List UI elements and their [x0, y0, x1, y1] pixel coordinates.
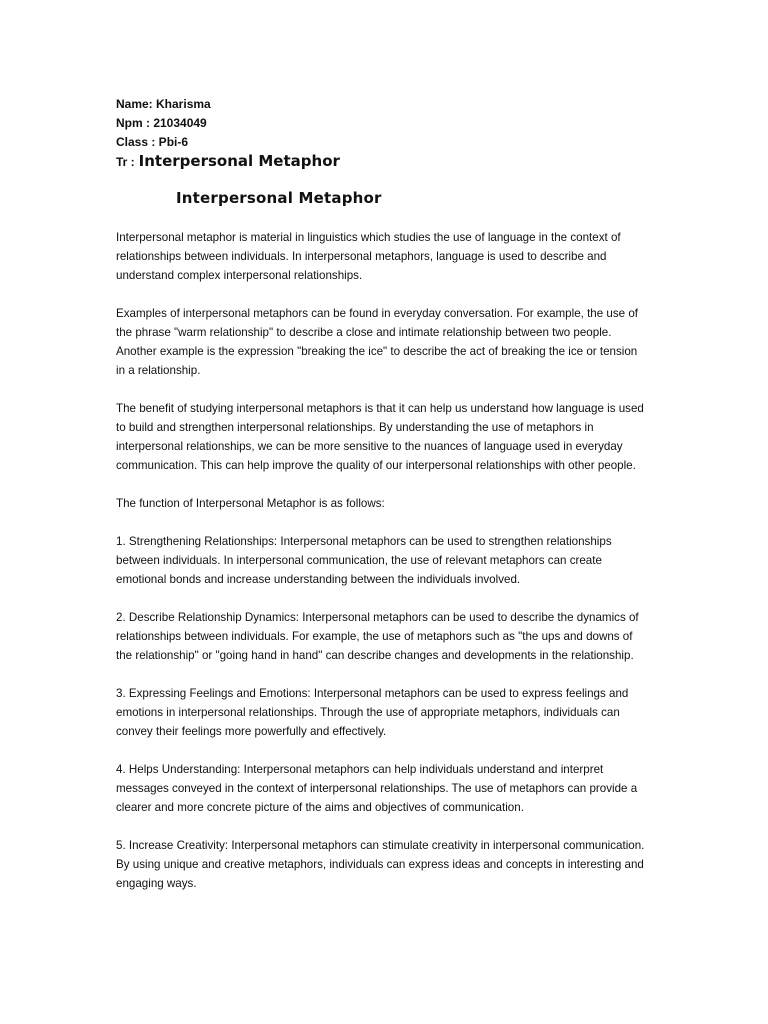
document-title: Interpersonal Metaphor	[176, 189, 382, 207]
document-body	[116, 228, 648, 912]
paragraph: The benefit of studying interpersonal metaphors is that it can help us understand how language is used to build and strengthen interpersonal relationships. By understanding the use of metaphors in interpersonal relationships, we can be more sensitive to the nuances of language used in everyday communication. This can help improve the quality of our interpersonal relationships with other people.	[116, 402, 644, 472]
student-name: Name: Kharisma	[116, 97, 211, 111]
tr-title: Interpersonal Metaphor	[138, 152, 340, 170]
list-item: 1. Strengthening Relationships: Interpersonal metaphors can be used to strengthen relationships between individuals. In interpersonal communication, the use of relevant metaphors can create emotional bonds and increase understanding between the individuals involved.	[116, 535, 612, 586]
paragraph: The function of Interpersonal Metaphor is as follows:	[116, 497, 385, 510]
tr-label: Tr :	[116, 155, 135, 169]
student-class: Class : Pbi-6	[116, 135, 189, 149]
list-item: 3. Expressing Feelings and Emotions: Interpersonal metaphors can be used to express feelings and emotions in interpersonal relationships. Through the use of appropriate metaphors, individuals can convey their feelings more powerfully and effectively.	[116, 687, 629, 738]
list-item: 5. Increase Creativity: Interpersonal metaphors can stimulate creativity in interpersonal communication. By using unique and creative metaphors, individuals can express ideas and concepts in interesting and engaging ways.	[116, 839, 645, 890]
assignment-line	[116, 152, 340, 172]
paragraph: Interpersonal metaphor is material in linguistics which studies the use of language in the context of relationships between individuals. In interpersonal metaphors, language is used to describe and understand complex interpersonal relationships.	[116, 231, 621, 282]
student-npm: Npm : 21034049	[116, 116, 207, 130]
student-info	[116, 95, 340, 172]
paragraph: Examples of interpersonal metaphors can be found in everyday conversation. For example, the use of the phrase "warm relationship" to describe a close and intimate relationship between two people. Another example is the expression "breaking the ice" to describe the act of breaking the ice or tension in a relationship.	[116, 307, 639, 377]
list-item: 2. Describe Relationship Dynamics: Interpersonal metaphors can be used to describe the dynamics of relationships between individuals. For example, the use of metaphors such as "the ups and downs of the relationship" or "going hand in hand" can describe changes and developments in the relationship.	[116, 611, 639, 662]
list-item: 4. Helps Understanding: Interpersonal metaphors can help individuals understand and interpret messages conveyed in the context of interpersonal relationships. The use of metaphors can provide a clearer and more concrete picture of the aims and objectives of communication.	[116, 763, 638, 814]
